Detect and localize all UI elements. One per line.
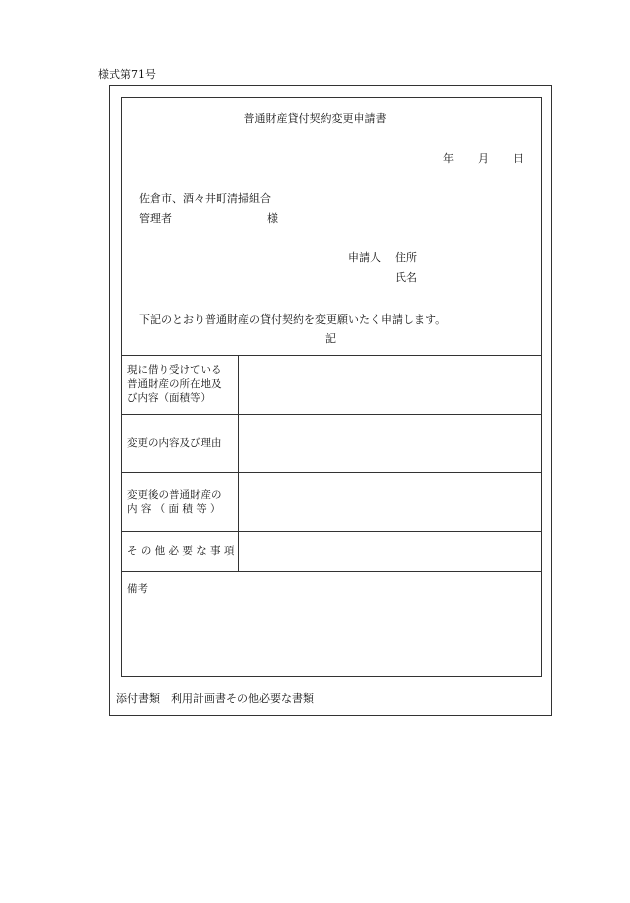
row-label-line: 内 容 （ 面 積 等 ） — [127, 503, 221, 515]
row-label-line: 普通財産の所在地及 — [127, 378, 222, 390]
addressee-organization: 佐倉市、酒々井町清掃組合 — [139, 192, 271, 205]
month-label: 月 — [478, 152, 489, 165]
remarks-label: 備考 — [127, 583, 148, 595]
addressee-position: 管理者 — [139, 212, 172, 225]
table-divider — [121, 414, 542, 415]
applicant-label: 申請人 — [348, 251, 381, 264]
row-other-matters-label: そ の 他 必 要 な 事 項 — [127, 545, 235, 557]
row-change-reason-label: 変更の内容及び理由 — [127, 437, 222, 449]
form-title: 普通財産貸付契約変更申請書 — [243, 112, 387, 125]
new-property-field[interactable] — [240, 474, 540, 530]
remarks-field[interactable] — [123, 598, 540, 675]
row-label-line: 変更後の普通財産の — [127, 489, 222, 501]
change-reason-field[interactable] — [240, 416, 540, 471]
table-divider — [121, 571, 542, 572]
applicant-name-label: 氏名 — [395, 271, 417, 284]
attachments-note: 添付書類 利用計画書その他必要な書類 — [116, 692, 314, 705]
row-label-line: 現に借り受けている — [127, 364, 222, 376]
request-statement: 下記のとおり普通財産の貸付契約を変更願いたく申請します。 — [139, 313, 447, 326]
table-divider — [121, 472, 542, 473]
row-new-property-label — [127, 488, 222, 516]
applicant-address-label: 住所 — [395, 251, 417, 264]
table-column-divider — [238, 355, 239, 571]
current-property-field[interactable] — [240, 357, 540, 413]
day-label: 日 — [513, 152, 524, 165]
form-number: 様式第71号 — [98, 68, 156, 81]
year-label: 年 — [443, 152, 454, 165]
row-label-line: び内容（面積等） — [127, 392, 211, 404]
row-current-property-label — [127, 363, 222, 405]
table-divider — [121, 355, 542, 356]
other-matters-field[interactable] — [240, 533, 540, 570]
addressee-honorific: 様 — [267, 212, 278, 225]
ki-marker: 記 — [325, 332, 336, 345]
table-divider — [121, 531, 542, 532]
